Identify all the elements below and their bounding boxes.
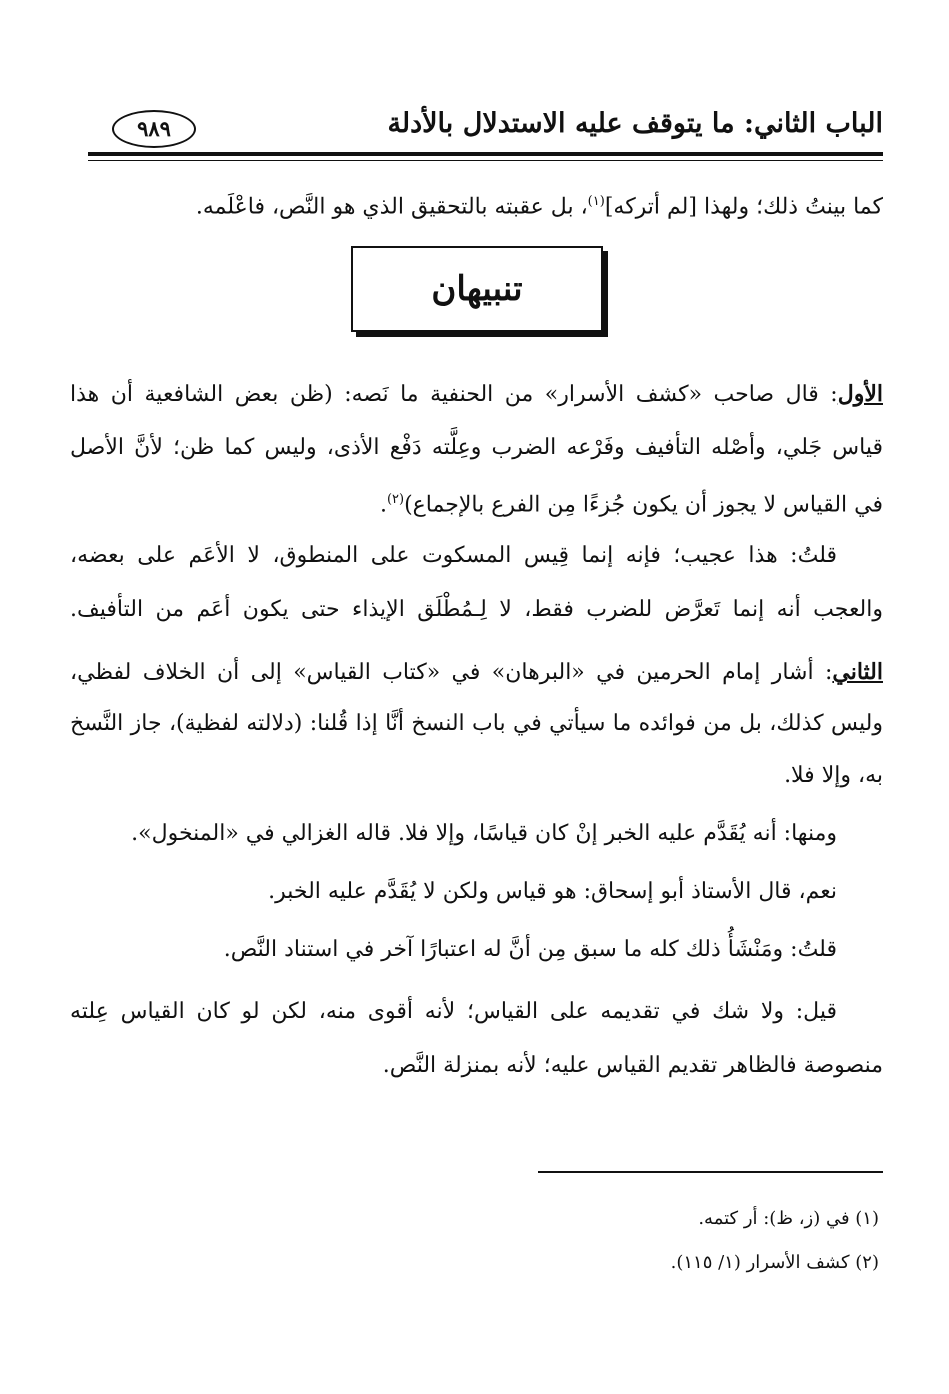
- first-line-1-text: : قال صاحب «كشف الأسرار» من الحنفية ما نَصه: (ظن بعض الشافعية أن هذا: [70, 382, 838, 407]
- intro-text-b: ، بل عقبته بالتحقيق الذي هو النَّص، فاعْلَمه.: [195, 194, 588, 220]
- first-line-2: قياس جَلي، وأصْله التأفيف وفَرْعه الضرب وعِلَّته دَفْع الأذى، وليس كما ظن؛ لأنَّ الأصل: [70, 435, 883, 460]
- second-line-2: وليس كذلك، بل من فوائده ما سيأتي في باب النسخ أنَّا إذا قُلنا: (دلالته لفظية)، جاز النَّسخ: [70, 711, 883, 736]
- footnote-1: (١) في (ز، ظ): أر كتمه.: [698, 1208, 879, 1229]
- first-reply-line-2: والعجب أنه إنما تَعرَّض للضرب فقط، لا لِـمُطْلَق الإيذاء حتى يكون أعَم من التأفيف.: [70, 597, 883, 622]
- page-number: ٩٨٩: [112, 110, 196, 148]
- paragraph-minha: ومنها: أنه يُقَدَّم عليه الخبر إنْ كان قياسًا، وإلا فلا. قاله الغزالي في «المنخول».: [131, 821, 837, 846]
- first-reply-line-1: قلتُ: هذا عجيب؛ فإنه إنما قِيس المسكوت على المنطوق، لا الأعَم على بعضه،: [70, 543, 837, 568]
- footnote-ref-2[interactable]: (٢): [386, 492, 405, 507]
- footnote-separator: [538, 1171, 883, 1173]
- first-line-3-text: في القياس لا يجوز أن يكون جُزءًا مِن الفرع بالإجماع): [404, 492, 883, 518]
- second-line-1-text: : أشار إمام الحرمين في «البرهان» في «كتاب القياس» إلى أن الخلاف لفظي،: [70, 660, 833, 685]
- footnote-ref-1[interactable]: (١): [587, 194, 605, 209]
- header-rule-thin: [88, 160, 883, 161]
- footnote-2: (٢) كشف الأسرار (١/ ١١٥).: [670, 1252, 879, 1273]
- paragraph-qil-line-1: قيل: ولا شك في تقديمه على القياس؛ لأنه أقوى منه، لكن لو كان القياس عِلته: [70, 999, 837, 1024]
- second-lead: الثاني: [832, 659, 883, 685]
- first-line-1: [70, 374, 883, 415]
- first-lead: الأول: [837, 381, 883, 407]
- section-heading-box: تنبيهان: [351, 246, 603, 332]
- second-line-1: [70, 652, 883, 693]
- first-line-3: [380, 480, 883, 525]
- intro-line: [196, 182, 883, 227]
- second-line-3: به، وإلا فلا.: [784, 763, 883, 788]
- intro-text-a: كما بينتُ ذلك؛ ولهذا [لم أتركه]: [604, 194, 883, 220]
- paragraph-naam: نعم، قال الأستاذ أبو إسحاق: هو قياس ولكن لا يُقَدَّم عليه الخبر.: [268, 879, 837, 904]
- paragraph-qil-line-2: منصوصة فالظاهر تقديم القياس عليه؛ لأنه بمنزلة النَّص.: [382, 1053, 883, 1078]
- first-line-3-end: .: [379, 492, 387, 518]
- header-rule-thick: [88, 152, 883, 156]
- running-title: الباب الثاني: ما يتوقف عليه الاستدلال بالأدلة: [387, 108, 883, 139]
- page-header: [88, 98, 883, 158]
- paragraph-qultu: قلتُ: ومَنْشَأُ ذلك كله ما سبق مِن أنَّ له اعتبارًا آخر في استناد النَّص.: [223, 937, 837, 962]
